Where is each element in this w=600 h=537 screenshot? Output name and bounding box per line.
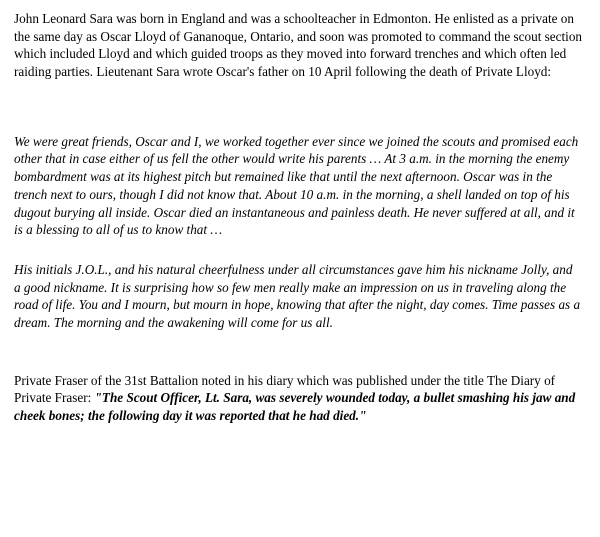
letter-quote-first: We were great friends, Oscar and I, we worked together ever since we joined the scouts and promised each other that in case either of us fell the other would write his parents … At 3 a.m. in the morning the enemy bombardment was at its highest pitch but remained like that until the next afternoon. Oscar was in the trench next to ours, though I did not know that. About 10 a.m. in the morning, a shell landed on top of his dugout burying all inside. Oscar died an instantaneous and painless death. He never suffered at all, and it is a blessing to all of us to know that … bbox=[14, 133, 579, 238]
intro-paragraph: John Leonard Sara was born in England and was a schoolteacher in Edmonton. He enlisted as a private on the same day as Oscar Lloyd of Gananoque, Ontario, and soon was promoted to command the scout section which included Lloyd and which guided troops as they moved into forward trenches and which often led raiding parties. Lieutenant Sara wrote Oscar's father on 10 April following the death of Private Lloyd: bbox=[14, 11, 583, 80]
closing-quote-text: "The Scout Officer, Lt. Sara, was severely wounded today, a bullet smashing his jaw and cheek bones; the following day it was reported that he had died." bbox=[14, 390, 576, 423]
paragraph-spacer bbox=[14, 81, 582, 133]
letter-quote-second: His initials J.O.L., and his natural cheerfulness under all circumstances gave him his nickname Jolly, and a good nickname. It is surprising how so few men really make an impression on us in traveling along the road of life. You and I mourn, but mourn in hope, knowing that after the night, day comes. Time passes as a dream. The morning and the awakening will come for us all. bbox=[14, 261, 581, 330]
paragraph-spacer bbox=[14, 332, 582, 372]
closing-lead-text: Private Fraser of the 31st Battalion noted in his diary which was published under the title The Diary of Private Fraser: bbox=[14, 372, 556, 406]
closing-paragraph bbox=[14, 372, 582, 425]
paragraph-spacer bbox=[14, 239, 582, 261]
